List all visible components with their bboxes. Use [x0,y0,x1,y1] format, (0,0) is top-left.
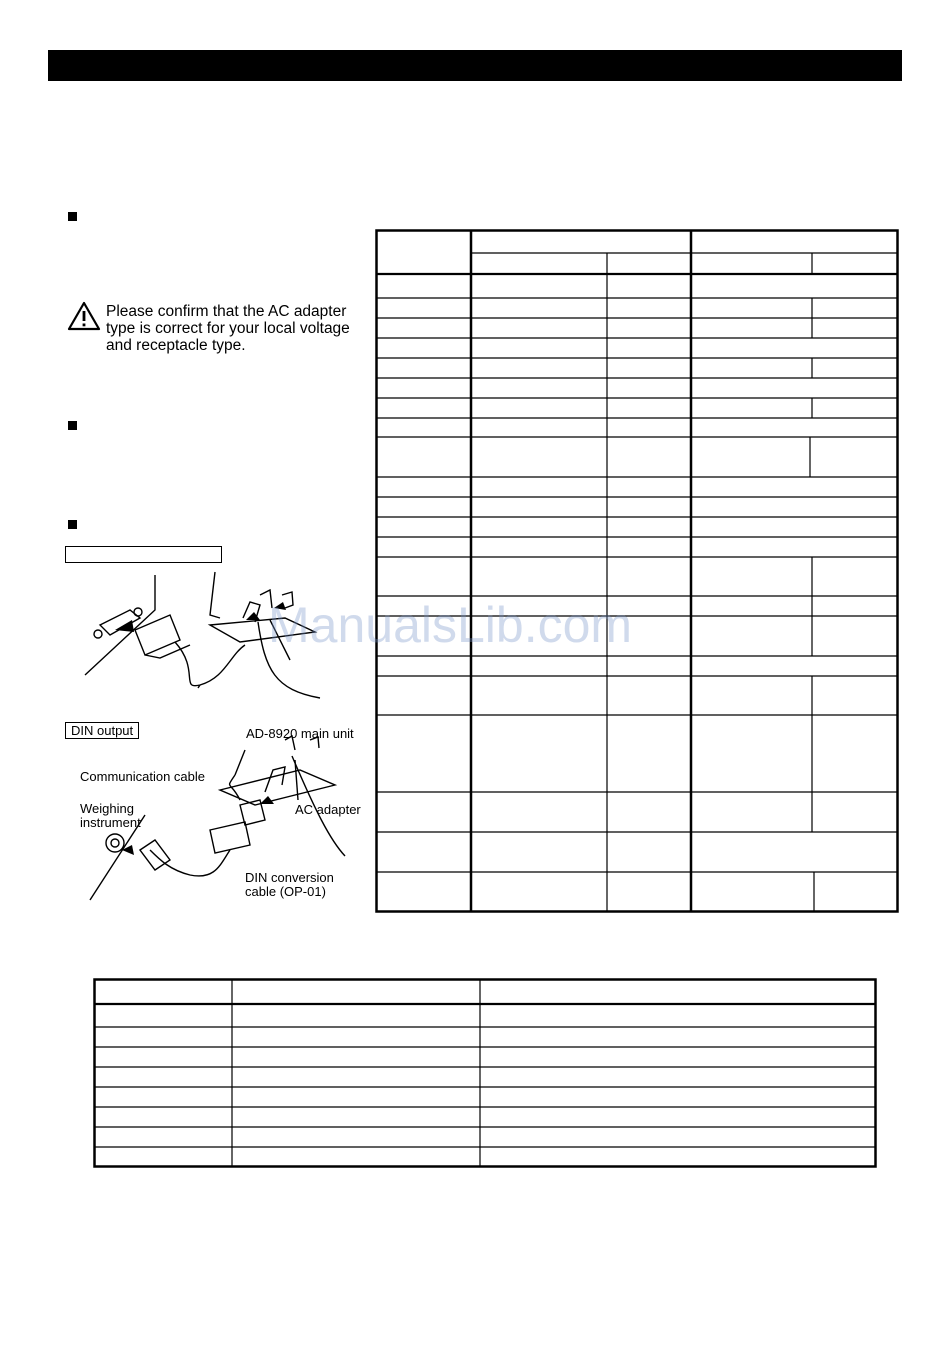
ac-adapter-label: AC adapter [295,802,361,817]
weighing-instrument-line: instrument [80,814,141,830]
warning-line: type is correct for your local voltage [106,320,350,337]
watermark: ManualsLib.com [268,597,633,653]
warning-line: Please confirm that the AC adapter [106,303,347,320]
main-unit-label: AD-8920 main unit [246,726,354,741]
din-output-label: DIN output [65,722,139,739]
weighing-instrument-line: Weighing [80,801,134,816]
lower-table [94,979,876,1167]
din-cable-line: cable (OP-01) [245,883,326,899]
spec-table-border [377,231,898,912]
din-cable-line: DIN conversion [245,870,334,885]
warning-line: and receptacle type. [106,337,246,354]
communication-cable-label: Communication cable [80,769,206,784]
